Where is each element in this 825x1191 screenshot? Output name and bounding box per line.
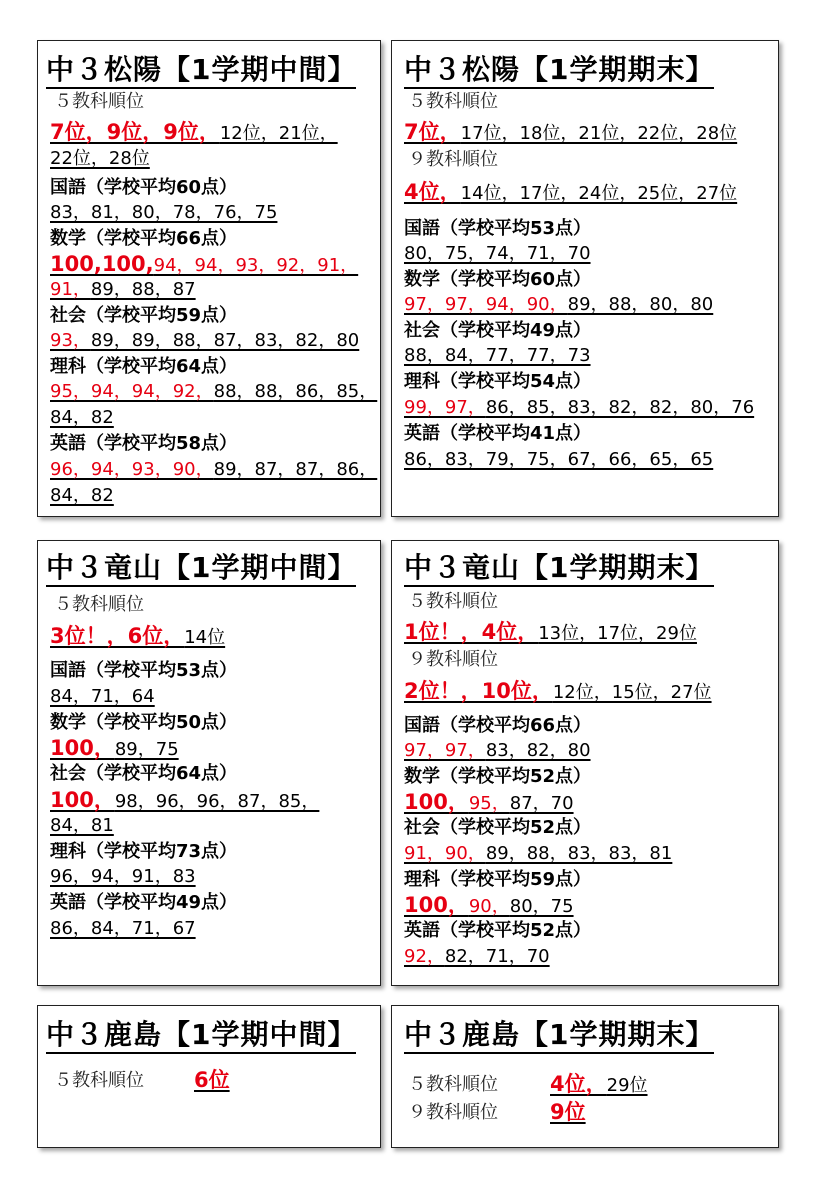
sugaku-line2 (50, 279, 196, 301)
shoyo-midterm-card (37, 40, 381, 517)
eigo-rest: 89，87，87，86， (213, 459, 378, 480)
sugaku-label: 数学（学校平均52点） (404, 766, 592, 787)
rank9-highlight: 2位！，10位， (404, 679, 553, 703)
rika-top-scores: 100， (404, 893, 469, 917)
rank5-highlight: 7位， (404, 120, 461, 144)
card-title: 中３松陽【1学期期末】 (404, 53, 714, 89)
sugaku-red-scores: 97，97，94，90， (404, 294, 568, 315)
kokugo-scores (404, 740, 591, 762)
rika-scores (404, 894, 574, 918)
rank5-highlight: 6位 (194, 1068, 230, 1092)
rika-line2: 84，82 (50, 407, 114, 428)
sugaku-label: 数学（学校平均66点） (50, 228, 238, 249)
rank9-line (404, 680, 712, 704)
rank5-label: ５教科順位 (54, 91, 144, 112)
rank5-highlight: 4位， (550, 1072, 607, 1096)
rank5-highlight: 1位！，4位， (404, 620, 539, 644)
rank5-label: ５教科順位 (54, 594, 144, 615)
rika-red-scores: 99，97， (404, 397, 486, 418)
sugaku-scores (404, 294, 713, 316)
sugaku-top-scores: 100,100, (50, 252, 154, 276)
rank5-rest: 12位，21位， (219, 123, 338, 144)
sugaku-label: 数学（学校平均60点） (404, 269, 592, 290)
rika-line1 (50, 381, 377, 403)
kokugo-scores: 80，75，74，71，70 (404, 243, 591, 264)
shakai-scores (50, 330, 359, 352)
rank9-label: ９教科順位 (408, 649, 498, 670)
rank5-line2: 22位，28位 (50, 148, 150, 169)
eigo-scores: 86，84，71，67 (50, 918, 196, 939)
shakai-rest: 89，89，88，87，83，82，80 (90, 330, 360, 351)
tatsuyama-midterm-card (37, 540, 381, 986)
sugaku-red-scores: 94，94，93，92，91， (153, 255, 359, 276)
sugaku-rest: 89，88，87 (90, 279, 196, 300)
rank5-value (194, 1069, 230, 1093)
sugaku-scores (404, 791, 574, 815)
sugaku-red-scores: 95， (468, 793, 510, 814)
kokugo-label: 国語（学校平均53点） (404, 218, 592, 239)
eigo-label: 英語（学校平均41点） (404, 423, 592, 444)
rika-rest: 80，75 (509, 896, 574, 917)
rank9-label: ９教科順位 (408, 1102, 498, 1123)
eigo-red-scores: 96，94，93，90， (50, 459, 214, 480)
rank5-line (404, 121, 737, 145)
rank5-line (50, 625, 225, 649)
sugaku-rest: 89，75 (114, 739, 179, 760)
shoyo-final-card (391, 40, 779, 517)
eigo-line2: 84，82 (50, 485, 114, 506)
rank5-highlight: 7位，9位，9位， (50, 120, 220, 144)
rika-rest: 86，85，83，82，82，80，76 (485, 397, 755, 418)
rika-scores (404, 397, 754, 419)
card-title: 中３鹿島【1学期期末】 (404, 1018, 714, 1054)
rank5-line (404, 621, 697, 645)
sugaku-top-scores: 100， (50, 736, 115, 760)
eigo-line1 (50, 459, 377, 481)
kokugo-label: 国語（学校平均53点） (50, 660, 238, 681)
rank5-label: ５教科順位 (408, 591, 498, 612)
shakai-label: 社会（学校平均49点） (404, 320, 592, 341)
card-title: 中３鹿島【1学期中間】 (46, 1018, 356, 1054)
rank9-label: ９教科順位 (408, 149, 498, 170)
rika-label: 理科（学校平均73点） (50, 841, 238, 862)
kokugo-scores: 83，81，80，78，76，75 (50, 202, 278, 223)
kashima-midterm-card (37, 1005, 381, 1148)
card-title: 中３竜山【1学期中間】 (46, 551, 356, 587)
tatsuyama-final-card (391, 540, 779, 986)
sugaku-line1 (50, 253, 358, 277)
shakai-rest: 89，88，83，83，81 (485, 843, 673, 864)
shakai-scores (404, 843, 672, 865)
rika-label: 理科（学校平均64点） (50, 356, 238, 377)
rank9-rest: 14位，17位，24位，25位，27位 (460, 183, 738, 204)
sugaku-rest: 87，70 (509, 793, 574, 814)
kokugo-rest: 83，82，80 (485, 740, 591, 761)
eigo-scores (404, 946, 550, 968)
shakai-label: 社会（学校平均52点） (404, 817, 592, 838)
rank5-rest: 14位 (184, 627, 226, 648)
sugaku-scores (50, 737, 179, 761)
shakai-top-scores: 100， (50, 788, 115, 812)
kashima-final-card (391, 1005, 779, 1148)
eigo-scores: 86，83，79，75，67，66，65，65 (404, 449, 714, 470)
sugaku-red-scores-2: 91， (50, 279, 91, 300)
shakai-label: 社会（学校平均59点） (50, 305, 238, 326)
rank5-rest: 29位 (606, 1075, 648, 1096)
sugaku-top-scores: 100， (404, 790, 469, 814)
kokugo-label: 国語（学校平均60点） (50, 177, 238, 198)
eigo-label: 英語（学校平均58点） (50, 433, 238, 454)
eigo-red-scores: 92， (404, 946, 445, 967)
rank9-rest: 12位，15位，27位 (552, 682, 712, 703)
rank5-value (550, 1073, 648, 1097)
shakai-scores: 88，84，77，77，73 (404, 345, 591, 366)
eigo-label: 英語（学校平均49点） (50, 892, 238, 913)
rank9-value (550, 1101, 586, 1125)
rika-label: 理科（学校平均59点） (404, 869, 592, 890)
rank5-line1 (50, 121, 338, 145)
kokugo-label: 国語（学校平均66点） (404, 715, 592, 736)
card-title: 中３松陽【1学期中間】 (46, 53, 356, 89)
shakai-red-scores: 91，90， (404, 843, 486, 864)
rank5-rest: 13位，17位，29位 (538, 623, 697, 644)
shakai-line1 (50, 789, 319, 813)
eigo-label: 英語（学校平均52点） (404, 920, 592, 941)
rank5-rest: 17位，18位，21位，22位，28位 (460, 123, 738, 144)
rank9-highlight: 4位， (404, 180, 461, 204)
rank5-highlight: 3位！，6位， (50, 624, 185, 648)
shakai-red-scores: 93， (50, 330, 91, 351)
shakai-line2: 84，81 (50, 815, 114, 836)
kokugo-red-scores: 97，97， (404, 740, 486, 761)
sugaku-label: 数学（学校平均50点） (50, 712, 238, 733)
rank9-highlight: 9位 (550, 1100, 586, 1124)
shakai-rest: 98，96，96，87，85， (114, 791, 320, 812)
rank5-label: ５教科順位 (408, 91, 498, 112)
rika-red-scores: 95，94，94，92， (50, 381, 214, 402)
rika-red-scores: 90， (468, 896, 510, 917)
card-title: 中３竜山【1学期期末】 (404, 551, 714, 587)
kokugo-scores: 84，71，64 (50, 686, 155, 707)
sugaku-rest: 89，88，80，80 (567, 294, 714, 315)
rank5-label: ５教科順位 (54, 1070, 144, 1091)
rank9-line (404, 181, 737, 205)
rika-scores: 96，94，91，83 (50, 866, 196, 887)
rika-rest: 88，88，86，85， (213, 381, 378, 402)
rank5-label: ５教科順位 (408, 1074, 498, 1095)
shakai-label: 社会（学校平均64点） (50, 763, 238, 784)
rika-label: 理科（学校平均54点） (404, 371, 592, 392)
eigo-rest: 82，71，70 (444, 946, 550, 967)
